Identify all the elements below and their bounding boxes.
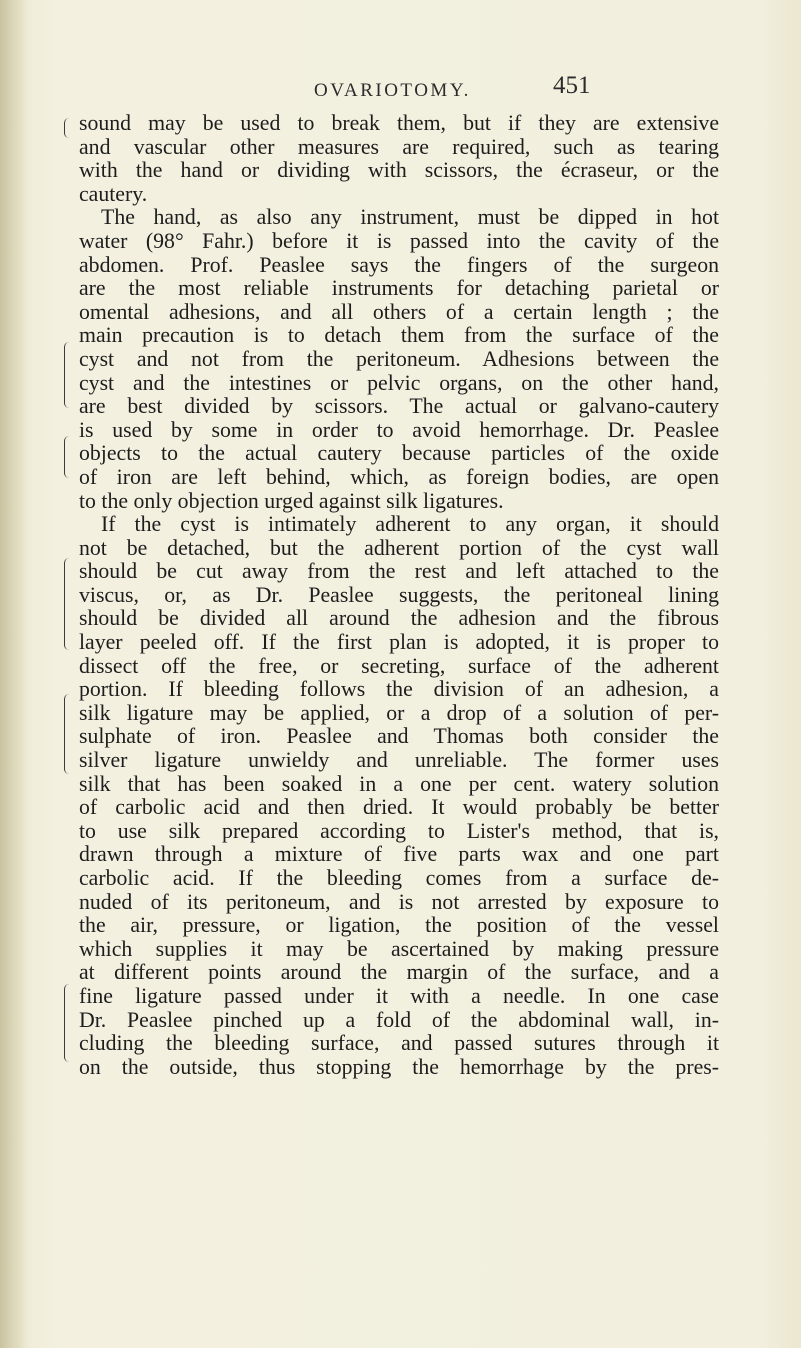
text-line: not be detached, but the adherent portion of the cyst wall xyxy=(79,535,719,560)
text-line: are best divided by scissors. The actual or galvano-cautery xyxy=(79,394,719,419)
text-line: If the cyst is intimately adherent to any organ, it should xyxy=(101,512,719,537)
margin-bracket-mark xyxy=(64,558,69,650)
text-line: is used by some in order to avoid hemorrhage. Dr. Peaslee xyxy=(79,417,719,442)
margin-bracket-mark xyxy=(64,984,69,1062)
text-line: are the most reliable instruments for detaching parietal or xyxy=(79,276,719,301)
text-line: to the only objection urged against silk ligatures. xyxy=(79,488,504,513)
text-line: drawn through a mixture of five parts wax and one part xyxy=(79,842,719,867)
text-line: sulphate of iron. Peaslee and Thomas both consider the xyxy=(79,724,719,749)
margin-bracket-mark xyxy=(64,118,69,138)
text-line: main precaution is to detach them from the surface of the xyxy=(79,323,719,348)
text-line: layer peeled off. If the first plan is adopted, it is proper to xyxy=(79,630,719,655)
text-line: dissect off the free, or secreting, surface of the adherent xyxy=(79,653,719,678)
text-line: fine ligature passed under it with a needle. In one case xyxy=(79,983,719,1008)
text-line: should be cut away from the rest and left attached to the xyxy=(79,559,719,584)
text-line: with the hand or dividing with scissors, the écraseur, or the xyxy=(79,158,719,183)
text-line: the air, pressure, or ligation, the position of the vessel xyxy=(79,913,719,938)
text-line: at different points around the margin of the surface, and a xyxy=(79,960,719,985)
text-line: should be divided all around the adhesion and the fibrous xyxy=(79,606,719,631)
text-line: viscus, or, as Dr. Peaslee suggests, the peritoneal lining xyxy=(79,582,719,607)
text-line: water (98° Fahr.) before it is passed into the cavity of the xyxy=(79,228,719,253)
text-line: cautery. xyxy=(79,181,148,206)
body-text xyxy=(79,112,719,1079)
text-line: to use silk prepared according to Lister's method, that is, xyxy=(79,818,719,843)
margin-bracket-mark xyxy=(64,694,69,774)
text-line: silk ligature may be applied, or a drop of a solution of per- xyxy=(79,700,719,725)
text-line: of carbolic acid and then dried. It would probably be better xyxy=(79,795,719,820)
page-header xyxy=(0,68,801,108)
text-line: sound may be used to break them, but if they are extensive xyxy=(79,111,719,135)
text-line: Dr. Peaslee pinched up a fold of the abdominal wall, in- xyxy=(79,1007,719,1032)
text-line: and vascular other measures are required, such as tearing xyxy=(79,134,719,159)
text-line: cyst and the intestines or pelvic organs, on the other hand, xyxy=(79,370,719,395)
text-line: objects to the actual cautery because particles of the oxide xyxy=(79,441,719,466)
margin-bracket-mark xyxy=(64,436,69,478)
text-line: silver ligature unwieldy and unreliable. The former uses xyxy=(79,748,719,773)
page-number: 451 xyxy=(553,72,591,99)
running-head: OVARIOTOMY. xyxy=(314,80,471,101)
page-gutter-shadow xyxy=(0,0,26,1348)
text-line: portion. If bleeding follows the division of an adhesion, a xyxy=(79,677,719,702)
text-line: abdomen. Prof. Peaslee says the fingers of the surgeon xyxy=(79,252,719,277)
text-line: on the outside, thus stopping the hemorrhage by the pres- xyxy=(79,1054,719,1079)
text-line: omental adhesions, and all others of a certain length ; the xyxy=(79,299,719,324)
text-line: cyst and not from the peritoneum. Adhesions between the xyxy=(79,346,719,371)
margin-bracket-mark xyxy=(64,342,69,408)
text-line: The hand, as also any instrument, must be dipped in hot xyxy=(101,205,719,230)
text-line: silk that has been soaked in a one per cent. watery solution xyxy=(79,771,719,796)
text-line: carbolic acid. If the bleeding comes from a surface de- xyxy=(79,866,719,890)
text-line: nuded of its peritoneum, and is not arrested by exposure to xyxy=(79,889,719,914)
text-line: cluding the bleeding surface, and passed sutures through it xyxy=(79,1031,719,1056)
text-line: which supplies it may be ascertained by making pressure xyxy=(79,936,719,961)
text-line: of iron are left behind, which, as foreign bodies, are open xyxy=(79,464,719,489)
